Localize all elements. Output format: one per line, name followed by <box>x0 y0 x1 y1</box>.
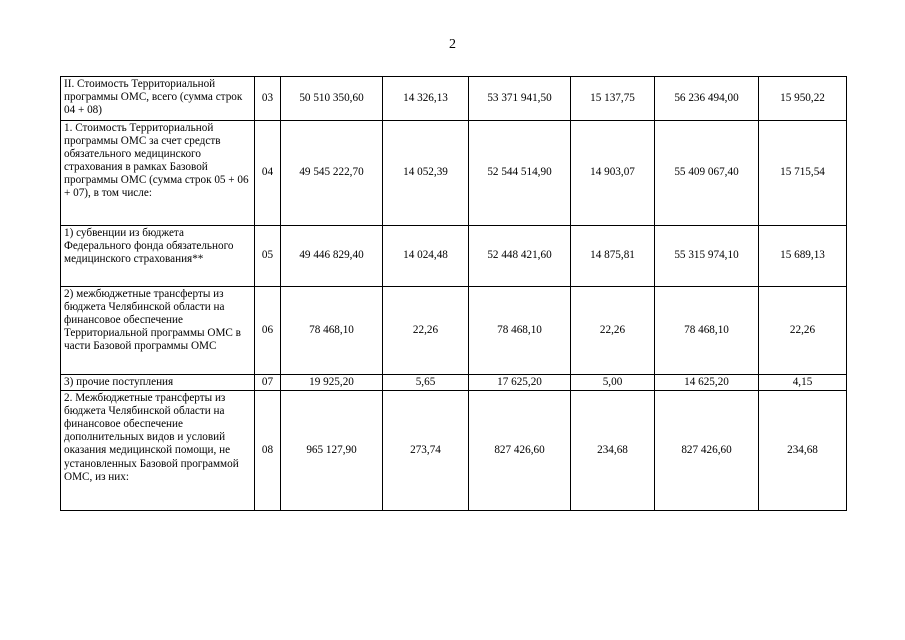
row-value: 14 024,48 <box>383 226 469 287</box>
row-code: 04 <box>255 121 281 226</box>
row-value: 827 426,60 <box>655 391 759 511</box>
row-value: 55 409 067,40 <box>655 121 759 226</box>
omc-cost-table <box>60 76 847 511</box>
row-value: 273,74 <box>383 391 469 511</box>
row-value: 14 875,81 <box>571 226 655 287</box>
row-value: 15 689,13 <box>759 226 847 287</box>
table-row-04 <box>61 121 847 226</box>
row-value: 5,00 <box>571 375 655 391</box>
row-value: 15 137,75 <box>571 77 655 121</box>
row-value: 22,26 <box>571 287 655 375</box>
row-value: 14 052,39 <box>383 121 469 226</box>
row-value: 22,26 <box>383 287 469 375</box>
table-row-05 <box>61 226 847 287</box>
row-value: 55 315 974,10 <box>655 226 759 287</box>
row-name: II. Стоимость Территориальной программы ОМС, всего (сумма строк 04 + 08) <box>61 77 255 121</box>
row-name: 2. Межбюджетные трансферты из бюджета Челябинской области на финансовое обеспечение дополнительных видов и условий оказания медицинской помощи, не установленных Базовой программой ОМС, из них: <box>61 391 255 511</box>
row-value: 56 236 494,00 <box>655 77 759 121</box>
row-value: 4,15 <box>759 375 847 391</box>
row-name: 3) прочие поступления <box>61 375 255 391</box>
row-value: 15 715,54 <box>759 121 847 226</box>
row-value: 965 127,90 <box>281 391 383 511</box>
table-row-03 <box>61 77 847 121</box>
row-value: 49 545 222,70 <box>281 121 383 226</box>
row-name: 1) субвенции из бюджета Федерального фонда обязательного медицинского страхования** <box>61 226 255 287</box>
row-value: 52 448 421,60 <box>469 226 571 287</box>
row-value: 78 468,10 <box>469 287 571 375</box>
row-value: 15 950,22 <box>759 77 847 121</box>
row-value: 17 625,20 <box>469 375 571 391</box>
row-value: 52 544 514,90 <box>469 121 571 226</box>
row-code: 05 <box>255 226 281 287</box>
row-value: 78 468,10 <box>655 287 759 375</box>
row-value: 14 903,07 <box>571 121 655 226</box>
row-value: 234,68 <box>759 391 847 511</box>
table-row-06 <box>61 287 847 375</box>
page-number: 2 <box>449 37 456 52</box>
row-value: 234,68 <box>571 391 655 511</box>
row-value: 827 426,60 <box>469 391 571 511</box>
row-value: 14 326,13 <box>383 77 469 121</box>
table-row-08 <box>61 391 847 511</box>
table-row-07 <box>61 375 847 391</box>
row-code: 08 <box>255 391 281 511</box>
row-value: 50 510 350,60 <box>281 77 383 121</box>
row-value: 14 625,20 <box>655 375 759 391</box>
row-value: 78 468,10 <box>281 287 383 375</box>
row-name: 1. Стоимость Территориальной программы ОМС за счет средств обязательного медицинского страхования в рамках Базовой программы ОМС (сумма строк 05 + 06 + 07), в том числе: <box>61 121 255 226</box>
row-value: 53 371 941,50 <box>469 77 571 121</box>
row-code: 03 <box>255 77 281 121</box>
row-code: 06 <box>255 287 281 375</box>
row-code: 07 <box>255 375 281 391</box>
row-value: 19 925,20 <box>281 375 383 391</box>
row-name: 2) межбюджетные трансферты из бюджета Челябинской области на финансовое обеспечение Территориальной программы ОМС в части Базовой программы ОМС <box>61 287 255 375</box>
row-value: 22,26 <box>759 287 847 375</box>
row-value: 49 446 829,40 <box>281 226 383 287</box>
row-value: 5,65 <box>383 375 469 391</box>
